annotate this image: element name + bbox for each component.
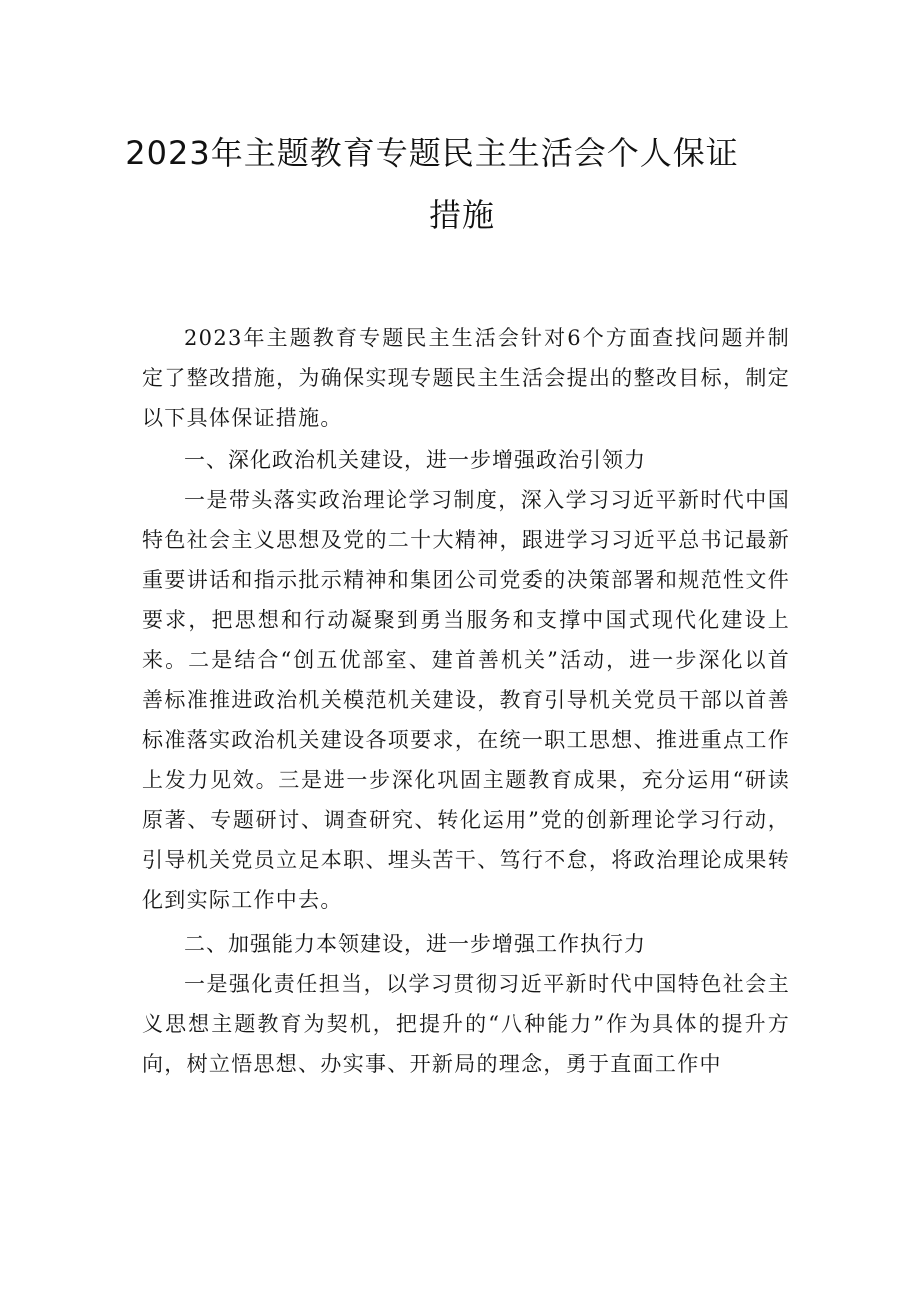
document-body	[142, 318, 790, 1084]
section-2-heading: 二、加强能力本领建设，进一步增强工作执行力	[184, 932, 646, 956]
section-1-heading: 一、深化政治机关建设，进一步增强政治引领力	[184, 448, 646, 472]
section-2-paragraph: 一是强化责任担当，以学习贯彻习近平新时代中国特色社会主义思想主题教育为契机，把提升的“八种能力”作为具体的提升方向，树立悟思想、办实事、开新局的理念，勇于直面工作中	[142, 972, 790, 1076]
document-title-line-2: 措施	[428, 196, 495, 234]
document-title-line-1: 2023年主题教育专题民主生活会个人保证	[125, 134, 739, 172]
section-1-paragraph: 一是带头落实政治理论学习制度，深入学习习近平新时代中国特色社会主义思想及党的二十大精神，跟进学习习近平总书记最新重要讲话和指示批示精神和集团公司党委的决策部署和规范性文件要求，把思想和行动凝聚到勇当服务和支撑中国式现代化建设上来。二是结合“创五优部室、建首善机关”活动，进一步深化以首善标准推进政治机关模范机关建设，教育引导机关党员干部以首善标准落实政治机关建设各项要求，在统一职工思想、推进重点工作上发力见效。三是进一步深化巩固主题教育成果，充分运用“研读原著、专题研讨、调查研究、转化运用”党的创新理论学习行动，引导机关党员立足本职、埋头苦干、笃行不怠，将政治理论成果转化到实际工作中去。	[142, 488, 790, 912]
intro-paragraph: 2023年主题教育专题民主生活会针对6个方面查找问题并制定了整改措施，为确保实现专题民主生活会提出的整改目标，制定以下具体保证措施。	[142, 326, 790, 430]
